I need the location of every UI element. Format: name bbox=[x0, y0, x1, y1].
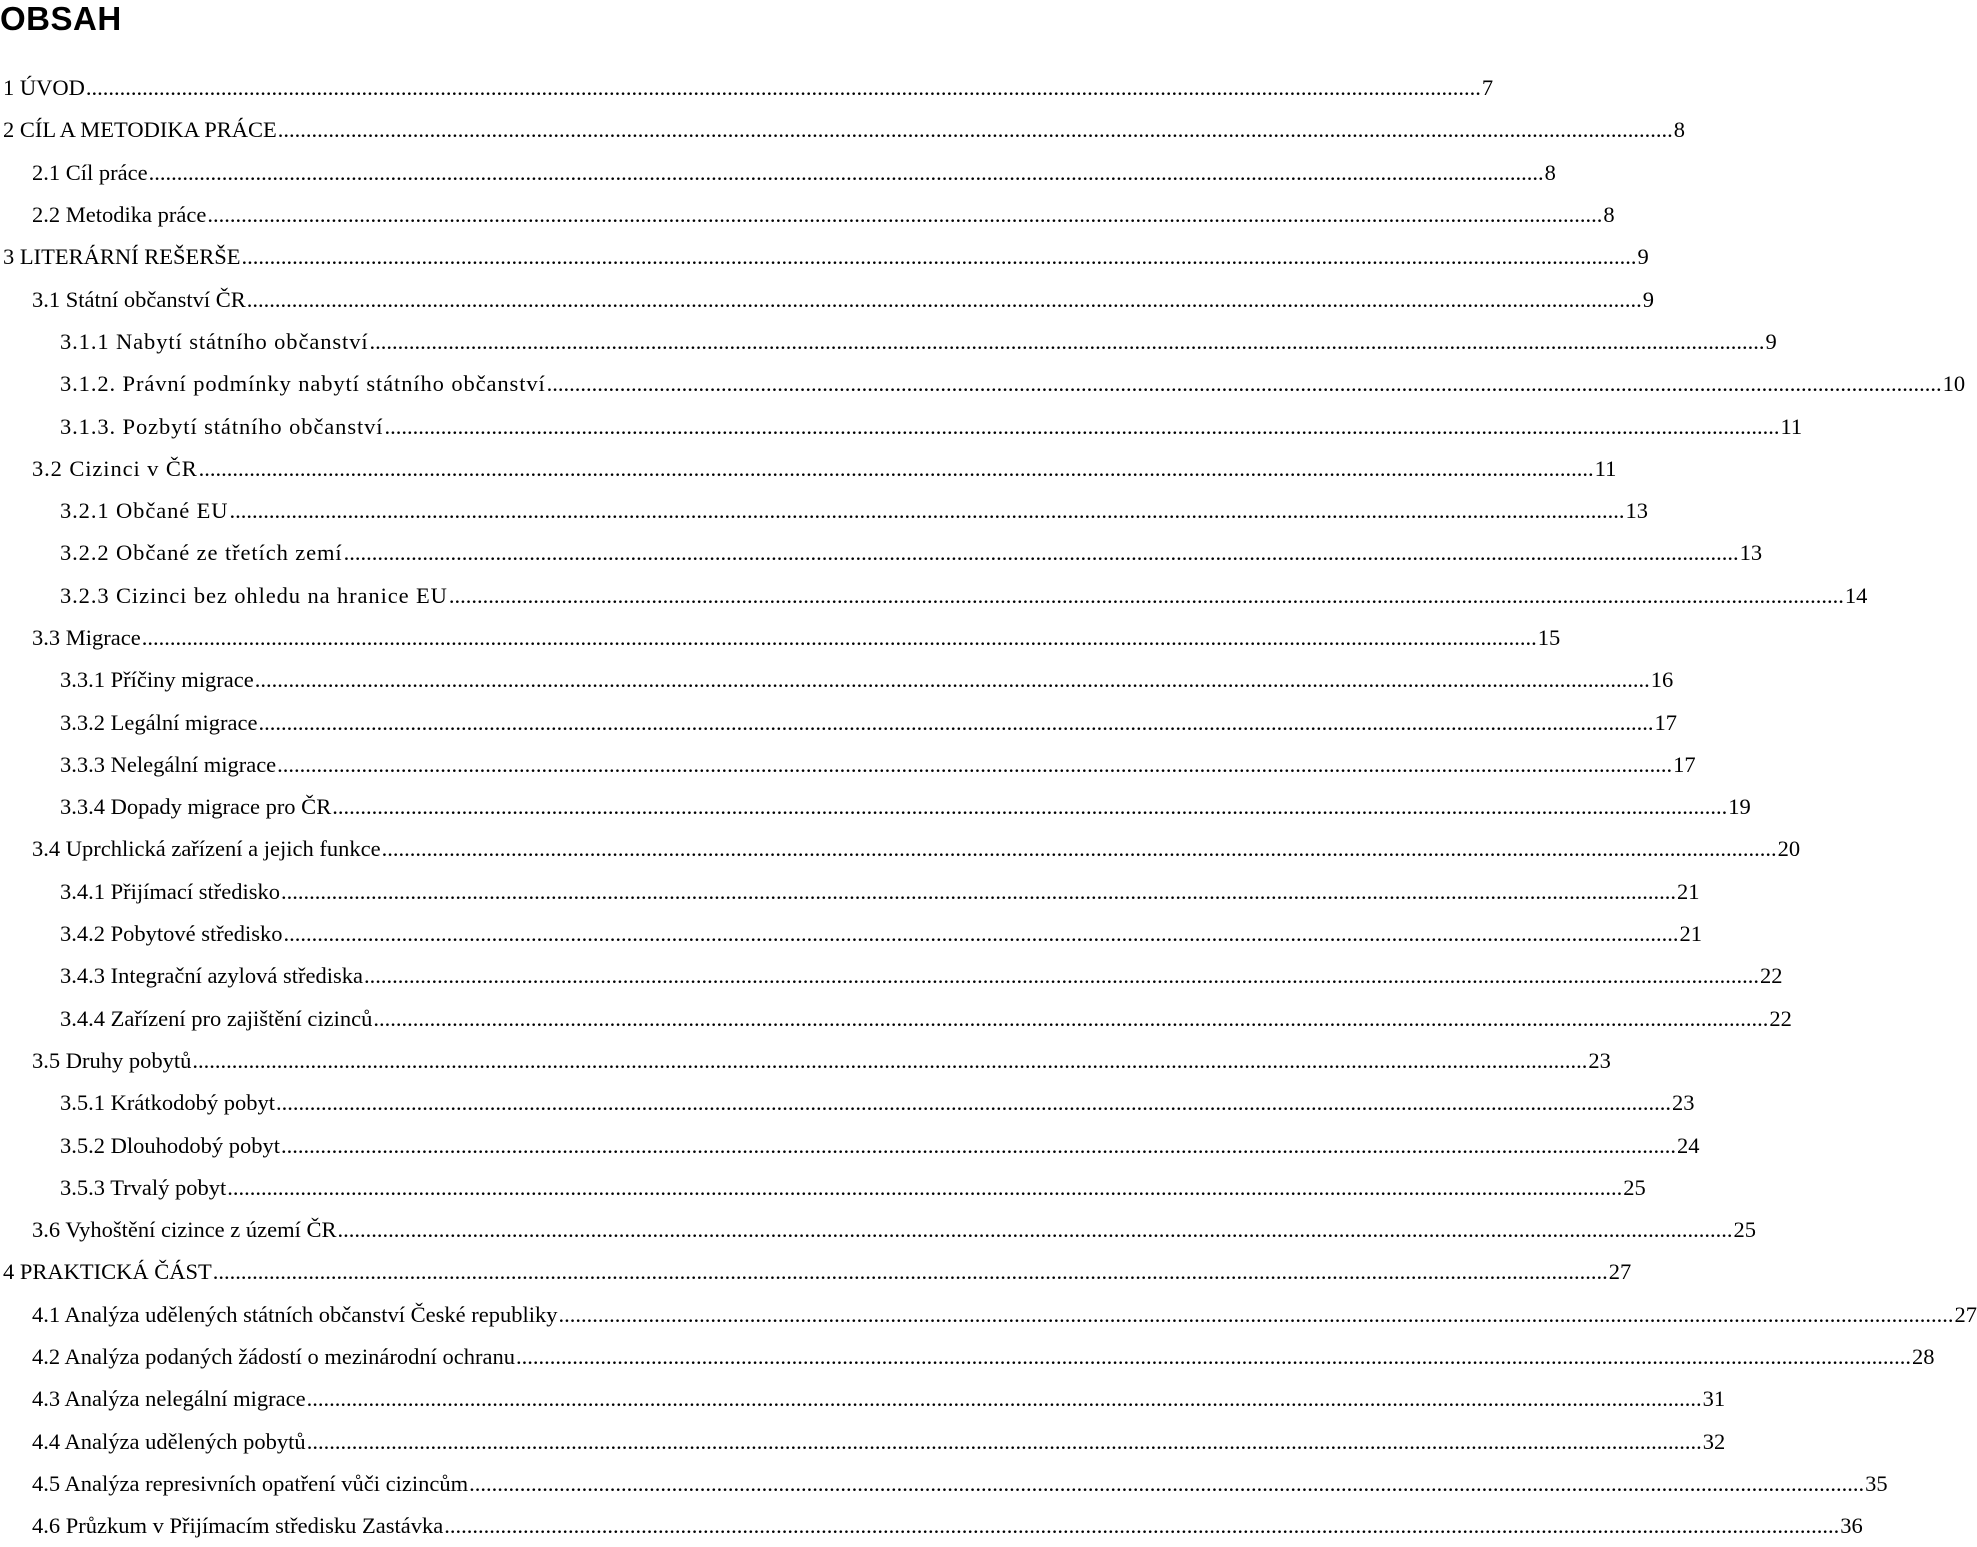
toc-entry[interactable] bbox=[0, 67, 962, 109]
toc-entry[interactable] bbox=[0, 490, 962, 532]
toc-entry-page-number: 8 bbox=[1545, 160, 1556, 186]
toc-entry-page-number: 32 bbox=[1703, 1429, 1726, 1455]
toc-entry-page-number: 28 bbox=[1912, 1344, 1935, 1370]
toc-entry[interactable] bbox=[0, 236, 962, 278]
toc-entry-title: 3.1.2. Právní podmínky nabytí státního občanství bbox=[60, 371, 546, 397]
dot-leader bbox=[307, 1429, 1702, 1455]
toc-entry-title: 3.1 Státní občanství ČR bbox=[32, 287, 246, 313]
toc-entry-title: 3.2.2 Občané ze třetích zemí bbox=[60, 540, 343, 566]
toc-entry[interactable] bbox=[0, 152, 962, 194]
toc-entry[interactable] bbox=[0, 701, 962, 743]
toc-entry[interactable] bbox=[0, 1251, 962, 1293]
toc-entry-title: 3.1.1 Nabytí státního občanství bbox=[60, 329, 369, 355]
toc-entry[interactable] bbox=[0, 575, 962, 617]
dot-leader bbox=[276, 1090, 1671, 1116]
toc-entry-title: 2 CÍL A METODIKA PRÁCE bbox=[3, 117, 277, 143]
dot-leader bbox=[149, 160, 1544, 186]
toc-entry-page-number: 11 bbox=[1780, 414, 1802, 440]
dot-leader bbox=[382, 836, 1777, 862]
toc-entry[interactable] bbox=[0, 363, 962, 405]
toc-entry-title: 3.5.3 Trvalý pobyt bbox=[60, 1175, 226, 1201]
toc-entry-title: 4.6 Průzkum v Přijímacím středisku Zastávka bbox=[32, 1513, 443, 1539]
toc-entry[interactable] bbox=[0, 659, 962, 701]
dot-leader bbox=[444, 1513, 1839, 1539]
toc-entry[interactable] bbox=[0, 1167, 962, 1209]
toc-entry-page-number: 35 bbox=[1865, 1471, 1888, 1497]
toc-entry-page-number: 8 bbox=[1674, 117, 1685, 143]
toc-entry-page-number: 21 bbox=[1677, 879, 1700, 905]
toc-entry-title: 1 ÚVOD bbox=[3, 75, 85, 101]
toc-entry[interactable] bbox=[0, 1124, 962, 1166]
toc-entry-page-number: 21 bbox=[1680, 921, 1703, 947]
dot-leader bbox=[344, 540, 1739, 566]
dot-leader bbox=[307, 1386, 1702, 1412]
toc-entry-title: 3.3.2 Legální migrace bbox=[60, 710, 257, 736]
dot-leader bbox=[281, 879, 1676, 905]
toc-entry-title: 3.3.4 Dopady migrace pro ČR bbox=[60, 794, 331, 820]
toc-entry-page-number: 17 bbox=[1654, 710, 1677, 736]
toc-entry-page-number: 9 bbox=[1766, 329, 1777, 355]
toc-entry-page-number: 31 bbox=[1703, 1386, 1726, 1412]
toc-entry[interactable] bbox=[0, 913, 962, 955]
toc-entry-title: 3.5.1 Krátkodobý pobyt bbox=[60, 1090, 275, 1116]
toc-entry-title: 2.1 Cíl práce bbox=[32, 160, 148, 186]
toc-entry[interactable] bbox=[0, 744, 962, 786]
toc-entry[interactable] bbox=[0, 1294, 962, 1336]
dot-leader bbox=[559, 1302, 1954, 1328]
dot-leader bbox=[277, 752, 1672, 778]
toc-entry[interactable] bbox=[0, 109, 962, 151]
toc-entry-title: 4 PRAKTICKÁ ČÁST bbox=[3, 1259, 212, 1285]
dot-leader bbox=[227, 1175, 1622, 1201]
toc-entry[interactable] bbox=[0, 617, 962, 659]
toc-entry[interactable] bbox=[0, 1040, 962, 1082]
toc-entry-page-number: 23 bbox=[1672, 1090, 1695, 1116]
dot-leader bbox=[338, 1217, 1733, 1243]
dot-leader bbox=[278, 117, 1673, 143]
toc-entry[interactable] bbox=[0, 278, 962, 320]
dot-leader bbox=[247, 287, 1642, 313]
dot-leader bbox=[516, 1344, 1911, 1370]
toc-entry-page-number: 36 bbox=[1840, 1513, 1863, 1539]
dot-leader bbox=[207, 202, 1602, 228]
dot-leader bbox=[242, 244, 1637, 270]
toc-entry-page-number: 13 bbox=[1740, 540, 1763, 566]
toc-entry-title: 3.4.1 Přijímací středisko bbox=[60, 879, 280, 905]
toc-entry-page-number: 22 bbox=[1760, 963, 1783, 989]
toc-entry-title: 3.2.1 Občané EU bbox=[60, 498, 228, 524]
toc-entry-page-number: 15 bbox=[1538, 625, 1561, 651]
dot-leader bbox=[449, 583, 1844, 609]
toc-entry-page-number: 24 bbox=[1677, 1133, 1700, 1159]
toc-entry[interactable] bbox=[0, 321, 962, 363]
dot-leader bbox=[86, 75, 1481, 101]
toc-entry-title: 3.5.2 Dlouhodobý pobyt bbox=[60, 1133, 280, 1159]
toc-entry-title: 4.2 Analýza podaných žádostí o mezinárodní ochranu bbox=[32, 1344, 515, 1370]
toc-entry-title: 3 LITERÁRNÍ REŠERŠE bbox=[3, 244, 241, 270]
toc-entry-page-number: 22 bbox=[1769, 1006, 1792, 1032]
toc-entry-title: 3.4.2 Pobytové středisko bbox=[60, 921, 283, 947]
toc-entry[interactable] bbox=[0, 828, 962, 870]
toc-entry[interactable] bbox=[0, 1336, 962, 1378]
dot-leader bbox=[229, 498, 1624, 524]
dot-leader bbox=[192, 1048, 1587, 1074]
dot-leader bbox=[255, 667, 1650, 693]
toc-entry-title: 3.3 Migrace bbox=[32, 625, 141, 651]
toc-entry-page-number: 9 bbox=[1643, 287, 1654, 313]
toc-entry[interactable] bbox=[0, 1378, 962, 1420]
toc-entry-page-number: 9 bbox=[1638, 244, 1649, 270]
toc-entry[interactable] bbox=[0, 998, 962, 1040]
dot-leader bbox=[284, 921, 1679, 947]
toc-entry-page-number: 8 bbox=[1603, 202, 1614, 228]
dot-leader bbox=[547, 371, 1942, 397]
toc-entry-page-number: 19 bbox=[1728, 794, 1751, 820]
toc-entry[interactable] bbox=[0, 532, 962, 574]
toc-entry-page-number: 13 bbox=[1625, 498, 1648, 524]
table-of-contents bbox=[0, 67, 962, 1547]
toc-entry-title: 3.3.1 Příčiny migrace bbox=[60, 667, 254, 693]
toc-entry-page-number: 23 bbox=[1588, 1048, 1611, 1074]
toc-entry-page-number: 14 bbox=[1845, 583, 1868, 609]
toc-entry-page-number: 16 bbox=[1651, 667, 1674, 693]
toc-entry-title: 3.1.3. Pozbytí státního občanství bbox=[60, 414, 383, 440]
dot-leader bbox=[370, 329, 1765, 355]
toc-entry[interactable] bbox=[0, 955, 962, 997]
dot-leader bbox=[384, 414, 1779, 440]
dot-leader bbox=[258, 710, 1653, 736]
toc-entry[interactable] bbox=[0, 1421, 962, 1463]
toc-entry-page-number: 17 bbox=[1673, 752, 1696, 778]
toc-entry[interactable] bbox=[0, 405, 962, 447]
toc-entry[interactable] bbox=[0, 194, 962, 236]
toc-entry-title: 3.2.3 Cizinci bez ohledu na hranice EU bbox=[60, 583, 448, 609]
dot-leader bbox=[213, 1259, 1608, 1285]
toc-entry-page-number: 10 bbox=[1943, 371, 1966, 397]
dot-leader bbox=[373, 1006, 1768, 1032]
dot-leader bbox=[199, 456, 1594, 482]
toc-entry[interactable] bbox=[0, 1463, 962, 1505]
toc-entry-title: 3.3.3 Nelegální migrace bbox=[60, 752, 276, 778]
toc-entry-title: 3.2 Cizinci v ČR bbox=[32, 456, 198, 482]
toc-entry[interactable] bbox=[0, 1505, 962, 1547]
toc-entry[interactable] bbox=[0, 786, 962, 828]
dot-leader bbox=[281, 1133, 1676, 1159]
dot-leader bbox=[142, 625, 1537, 651]
toc-entry-title: 3.4.3 Integrační azylová střediska bbox=[60, 963, 363, 989]
toc-entry[interactable] bbox=[0, 871, 962, 913]
toc-entry-title: 4.1 Analýza udělených státních občanství České republiky bbox=[32, 1302, 558, 1328]
toc-entry-title: 3.4.4 Zařízení pro zajištění cizinců bbox=[60, 1006, 372, 1032]
dot-leader bbox=[332, 794, 1727, 820]
toc-entry[interactable] bbox=[0, 1209, 962, 1251]
toc-entry[interactable] bbox=[0, 1082, 962, 1124]
page-title: OBSAH bbox=[0, 0, 122, 38]
toc-entry-page-number: 25 bbox=[1623, 1175, 1646, 1201]
toc-entry-title: 3.6 Vyhoštění cizince z území ČR bbox=[32, 1217, 337, 1243]
toc-entry-page-number: 7 bbox=[1482, 75, 1493, 101]
toc-entry-title: 4.5 Analýza represivních opatření vůči cizincům bbox=[32, 1471, 468, 1497]
toc-entry-page-number: 25 bbox=[1734, 1217, 1757, 1243]
toc-entry-page-number: 27 bbox=[1955, 1302, 1977, 1328]
toc-entry-page-number: 11 bbox=[1595, 456, 1617, 482]
toc-entry-page-number: 27 bbox=[1609, 1259, 1632, 1285]
dot-leader bbox=[469, 1471, 1864, 1497]
toc-entry-title: 3.5 Druhy pobytů bbox=[32, 1048, 191, 1074]
toc-entry-title: 3.4 Uprchlická zařízení a jejich funkce bbox=[32, 836, 381, 862]
dot-leader bbox=[364, 963, 1759, 989]
toc-entry-page-number: 20 bbox=[1778, 836, 1801, 862]
toc-entry[interactable] bbox=[0, 448, 962, 490]
toc-entry-title: 2.2 Metodika práce bbox=[32, 202, 206, 228]
toc-entry-title: 4.4 Analýza udělených pobytů bbox=[32, 1429, 306, 1455]
toc-entry-title: 4.3 Analýza nelegální migrace bbox=[32, 1386, 306, 1412]
